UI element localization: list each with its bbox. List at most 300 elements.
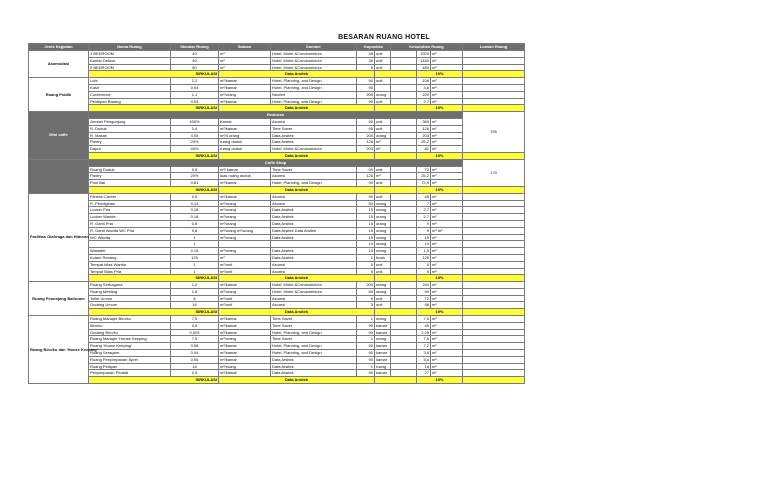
capacity-unit: orang: [375, 200, 391, 207]
capacity-unit: unit: [375, 118, 391, 125]
sirkulasi-percent: 10%: [417, 309, 463, 316]
need-unit: m²: [431, 180, 463, 187]
table-row: [29, 139, 525, 146]
standard-value: 0,14: [171, 200, 219, 207]
need-value: 3,6: [417, 350, 431, 357]
capacity-unit: kamar: [375, 356, 391, 363]
standard-unit: m²/unit: [219, 261, 271, 268]
sirkulasi-label: SIRKULASI: [89, 105, 219, 112]
table-row: [29, 146, 525, 153]
section-group-cell: [29, 159, 89, 193]
need-spacer: [391, 227, 417, 234]
section-group-cell: Ruang Biro/ku dan 'House Keeping': [29, 316, 89, 384]
capacity-unit: ruang: [375, 363, 391, 370]
source: Hotel, Planning, and Design: [271, 180, 357, 187]
need-unit: m²: [431, 91, 463, 98]
standard-value: 1,4: [171, 125, 219, 132]
capacity-value: 1: [357, 316, 375, 323]
standard-unit: m²: [219, 51, 271, 58]
need-unit: m²: [431, 282, 463, 289]
source: Asumsi: [271, 268, 357, 275]
need-value: 480: [417, 64, 431, 71]
table-row: [29, 363, 525, 370]
need-extra: [463, 200, 525, 207]
table-row: [29, 180, 525, 187]
need-unit: m²: [431, 248, 463, 255]
source: Hotel, Motel &Condominium: [271, 146, 357, 153]
sirkulasi-row: [29, 152, 525, 159]
need-value: 16: [417, 363, 431, 370]
need-value: 5: [417, 268, 431, 275]
room-name: Ruang Manajer 'House Keeping': [89, 336, 171, 343]
standard-unit: m²: [219, 254, 271, 261]
need-unit: m²: [431, 234, 463, 241]
standard-unit: m²/kamar: [219, 370, 271, 377]
need-value: 240: [417, 282, 431, 289]
capacity-value: 5: [357, 261, 375, 268]
standard-value: 16: [171, 302, 219, 309]
source: Hotel, Planning, and Design: [271, 78, 357, 85]
standard-unit: m²/orang: [219, 220, 271, 227]
capacity-value: 48: [357, 51, 375, 58]
room-name: Ruang 'House Keeping': [89, 343, 171, 350]
need-extra: [463, 51, 525, 58]
standard-unit: m²/kamar: [219, 98, 271, 105]
capacity-unit: m²: [375, 146, 391, 153]
need-unit: m²: [431, 118, 463, 125]
need-spacer: [391, 146, 417, 153]
sirkulasi-label: SIRKULASI: [89, 186, 219, 193]
room-name: Wastafel: [89, 248, 171, 255]
table-row: [29, 241, 525, 248]
need-extra: [463, 254, 525, 261]
need-unit: m²: [431, 295, 463, 302]
capacity-unit: kamar: [375, 350, 391, 357]
room-name: Fitness Center: [89, 193, 171, 200]
source: Data Arsitek: [271, 356, 357, 363]
sirkulasi-percent: 10%: [417, 152, 463, 159]
source: Hotel, Planning, and Design: [271, 84, 357, 91]
table-row: [29, 268, 525, 275]
need-extra: [463, 343, 525, 350]
capacity-unit: kamar: [375, 370, 391, 377]
need-spacer: [391, 268, 417, 275]
need-unit: m²: [431, 200, 463, 207]
capacity-unit: orang: [375, 207, 391, 214]
capacity-unit: orang: [375, 282, 391, 289]
need-unit: m²: [431, 302, 463, 309]
need-extra: [463, 214, 525, 221]
need-extra: [463, 329, 525, 336]
need-spacer: [391, 125, 417, 132]
capacity-value: 90: [357, 356, 375, 363]
sirkulasi-blank: [375, 105, 417, 112]
section-subheader: Coffe Shop: [89, 159, 463, 166]
source: Hotel, Planning, and Design: [271, 350, 357, 357]
capacity-value: 36: [357, 57, 375, 64]
need-unit: m²: [431, 336, 463, 343]
capacity-value: 90: [357, 350, 375, 357]
capacity-unit: unit: [375, 193, 391, 200]
standard-unit: m²/orang: [219, 288, 271, 295]
capacity-unit: unit: [375, 180, 391, 187]
need-spacer: [391, 350, 417, 357]
room-name: 1 BEDROOM: [89, 51, 171, 58]
room-name: Ruang Duduk: [89, 166, 171, 173]
standard-unit: m²/kamar: [219, 180, 271, 187]
standard-value: 0,8: [171, 166, 219, 173]
source: Data Arsitek: [271, 370, 357, 377]
need-unit: m²: [431, 329, 463, 336]
need-unit: m²: [431, 241, 463, 248]
source: Hotel, Motel &Condominium: [271, 57, 357, 64]
need-unit: m²: [431, 139, 463, 146]
capacity-value: 1: [357, 254, 375, 261]
capacity-value: 90: [357, 180, 375, 187]
sirkulasi-row: [29, 186, 525, 193]
standard-value: 1: [171, 268, 219, 275]
need-spacer: [391, 98, 417, 105]
standard-value: 400%: [171, 118, 219, 125]
need-value: 15: [417, 234, 431, 241]
room-name: Ruang Seragam: [89, 350, 171, 357]
capacity-value: 3: [357, 302, 375, 309]
table-row: [29, 350, 525, 357]
source: Data Arsitek: [271, 248, 357, 255]
room-name: Conference: [89, 91, 171, 98]
capacity-unit: unit: [375, 166, 391, 173]
room-name: Locker Wanita: [89, 214, 171, 221]
section-total: 795: [463, 112, 525, 153]
capacity-unit: unit: [375, 295, 391, 302]
table-row: [29, 302, 525, 309]
room-name: Kolam Renang: [89, 254, 171, 261]
table-row: [29, 220, 525, 227]
header-cell: Sumber: [271, 44, 357, 51]
standard-value: 0,5: [171, 322, 219, 329]
table-row: [29, 316, 525, 323]
capacity-value: 15: [357, 241, 375, 248]
table-row: [29, 261, 525, 268]
capacity-value: 90: [357, 118, 375, 125]
capacity-value: 9: [357, 295, 375, 302]
source: Asumsi: [271, 118, 357, 125]
capacity-value: 15: [357, 234, 375, 241]
need-extra: [463, 193, 525, 200]
need-unit: m²: [431, 343, 463, 350]
need-value: 108: [417, 78, 431, 85]
sirkulasi-row: [29, 275, 525, 282]
room-name: R. Ganti Pria: [89, 220, 171, 227]
need-spacer: [391, 200, 417, 207]
sirkulasi-blank: [375, 275, 417, 282]
standard-unit: m²/kamar: [219, 316, 271, 323]
need-unit: m²: [431, 125, 463, 132]
need-spacer: [391, 139, 417, 146]
standard-unit: luas ruang duduk: [219, 173, 271, 180]
room-name: 2 BEDROOM: [89, 64, 171, 71]
need-value: 15: [417, 241, 431, 248]
standard-unit: Kamar: [219, 118, 271, 125]
need-unit: m²: [431, 84, 463, 91]
table-row: [29, 356, 525, 363]
source: Time Saver: [271, 336, 357, 343]
need-unit: m²: [431, 288, 463, 295]
room-name: Ruang Pelayan: [89, 363, 171, 370]
table-row: [29, 322, 525, 329]
need-unit: m²: [431, 350, 463, 357]
need-spacer: [391, 282, 417, 289]
standard-value: 0,3: [171, 370, 219, 377]
source: Time Saver: [271, 125, 357, 132]
capacity-unit: buah: [375, 254, 391, 261]
standard-value: 1,2: [171, 282, 219, 289]
need-extra: [463, 98, 525, 105]
need-value: 9: [417, 220, 431, 227]
standard-unit: m²/kamar: [219, 329, 271, 336]
standard-unit: m²/kamar: [219, 282, 271, 289]
capacity-value: 200: [357, 132, 375, 139]
need-unit: m²: [431, 356, 463, 363]
need-value: 220: [417, 91, 431, 98]
room-name: Tempat Bilas Pria: [89, 268, 171, 275]
sirkulasi-percent: 10%: [417, 71, 463, 78]
need-value: 2,25: [417, 329, 431, 336]
need-spacer: [391, 254, 417, 261]
sirkulasi-row: [29, 71, 525, 78]
section-group-cell: Ruang Penunjang Ballroom: [29, 282, 89, 316]
standard-value: 1,8: [171, 288, 219, 295]
capacity-value: 90: [357, 84, 375, 91]
need-value: 2,7: [417, 207, 431, 214]
need-spacer: [391, 241, 417, 248]
sirkulasi-row: [29, 105, 525, 112]
standard-value: 0,04: [171, 350, 219, 357]
table-row: [29, 98, 525, 105]
section-group-cell: Mini caffe: [29, 112, 89, 160]
standard-value: 0,18: [171, 207, 219, 214]
capacity-value: 90: [357, 322, 375, 329]
need-extra: [463, 302, 525, 309]
sirkulasi-row: [29, 377, 525, 384]
need-spacer: [391, 193, 417, 200]
capacity-value: 90: [357, 98, 375, 105]
need-value: 203: [417, 132, 431, 139]
standard-value: 7,5: [171, 336, 219, 343]
standard-value: 40%: [171, 146, 219, 153]
need-value: 9: [417, 227, 431, 234]
table-row: [29, 234, 525, 241]
need-value: 7,5: [417, 316, 431, 323]
source: Data Arsitek: [271, 234, 357, 241]
header-cell: Kapasitas: [357, 44, 391, 51]
need-unit: m²: [431, 207, 463, 214]
standard-value: 8: [171, 295, 219, 302]
capacity-value: 5: [357, 268, 375, 275]
sirkulasi-label: SIRKULASI: [89, 377, 219, 384]
standard-unit: m²: [219, 57, 271, 64]
need-spacer: [391, 173, 417, 180]
room-name: Biro/ku: [89, 322, 171, 329]
sirkulasi-blank: [375, 309, 417, 316]
capacity-value: 90: [357, 166, 375, 173]
table-row: [29, 282, 525, 289]
standard-unit: m²/unit: [219, 295, 271, 302]
need-spacer: [391, 234, 417, 241]
sirkulasi-label: SIRKULASI: [89, 152, 219, 159]
table-row: [29, 288, 525, 295]
source: Hotel, Motel &Condominium: [271, 51, 357, 58]
capacity-unit: unit: [375, 302, 391, 309]
capacity-value: 6: [357, 64, 375, 71]
sirkulasi-percent: 10%: [417, 105, 463, 112]
standard-value: 1: [171, 234, 219, 241]
table-row: [29, 214, 525, 221]
standard-value: 0,6: [171, 227, 219, 234]
source: Asumsi: [271, 302, 357, 309]
table-row: [29, 207, 525, 214]
standard-unit: m²/kamar: [219, 84, 271, 91]
standard-unit: m²/unit: [219, 302, 271, 309]
need-unit: m²: [431, 64, 463, 71]
capacity-value: 90: [357, 343, 375, 350]
need-extra: [463, 261, 525, 268]
need-extra: [463, 248, 525, 255]
need-unit: m²: [431, 214, 463, 221]
standard-unit: m²/kamar: [219, 343, 271, 350]
need-unit: m²: [431, 316, 463, 323]
sirkulasi-label: SIRKULASI: [89, 275, 219, 282]
source: Asumsi: [271, 193, 357, 200]
room-name: R. Makan: [89, 132, 171, 139]
need-value: 25,2: [417, 173, 431, 180]
room-name: R. Ganti Wanita WC Pria: [89, 227, 171, 234]
room-name: Dapur: [89, 146, 171, 153]
source: Asumsi: [271, 200, 357, 207]
need-unit: m²: [431, 268, 463, 275]
need-value: 72: [417, 295, 431, 302]
capacity-value: 90: [357, 78, 375, 85]
need-extra: [463, 57, 525, 64]
room-name: Penyimpanan Peralat: [89, 370, 171, 377]
need-value: 126: [417, 125, 431, 132]
need-value: 72,9: [417, 180, 431, 187]
need-value: 125: [417, 254, 431, 261]
capacity-unit: unit: [375, 268, 391, 275]
sirkulasi-blank: [375, 186, 417, 193]
need-spacer: [391, 370, 417, 377]
standard-unit: ruang duduk: [219, 139, 271, 146]
need-value: 7,5: [417, 336, 431, 343]
source: Data Arsitek: [271, 207, 357, 214]
standard-unit: m²/ kamar: [219, 166, 271, 173]
capacity-value: 50: [357, 200, 375, 207]
source: Neufert: [271, 91, 357, 98]
source: Asumsi: [271, 261, 357, 268]
room-name: Locker Pria: [89, 207, 171, 214]
capacity-unit: orang: [375, 241, 391, 248]
need-unit: m²: [431, 254, 463, 261]
table-row: [29, 227, 525, 234]
need-unit: m²: [431, 370, 463, 377]
sirkulasi-source: Data Arsitek: [219, 309, 375, 316]
sirkulasi-label: SIRKULASI: [89, 309, 219, 316]
table-row: [29, 118, 525, 125]
need-unit: m²: [431, 166, 463, 173]
need-extra: [463, 322, 525, 329]
need-spacer: [391, 302, 417, 309]
need-extra: [463, 268, 525, 275]
need-spacer: [391, 329, 417, 336]
capacity-value: 126: [357, 173, 375, 180]
table-row: [29, 329, 525, 336]
standard-value: 0,06: [171, 356, 219, 363]
capacity-unit: unit: [375, 57, 391, 64]
standard-value: 1: [171, 241, 219, 248]
need-extra: [463, 350, 525, 357]
capacity-value: 15: [357, 214, 375, 221]
table-row: [29, 51, 525, 58]
need-value: 5: [417, 261, 431, 268]
table-row: [29, 295, 525, 302]
capacity-unit: unit: [375, 261, 391, 268]
source: Hotel, Motel &Condominium: [271, 64, 357, 71]
need-value: 25,2: [417, 139, 431, 146]
table-row: [29, 193, 525, 200]
capacity-unit: unit: [375, 78, 391, 85]
source: [271, 241, 357, 248]
sirkulasi-percent: 10%: [417, 275, 463, 282]
standard-value: 125: [171, 254, 219, 261]
standard-unit: m²/ruang: [219, 363, 271, 370]
capacity-unit: orang: [375, 234, 391, 241]
table-row: [29, 64, 525, 71]
sirkulasi-source: Data Arsitek: [219, 105, 375, 112]
need-spacer: [391, 180, 417, 187]
capacity-unit: kamar: [375, 343, 391, 350]
need-value: 48: [417, 302, 431, 309]
header-cell: Jenis Kegiatan: [29, 44, 89, 51]
capacity-unit: orang: [375, 132, 391, 139]
standard-value: 20%: [171, 139, 219, 146]
table-row: [29, 84, 525, 91]
need-value: 72: [417, 166, 431, 173]
need-extra: [463, 84, 525, 91]
need-spacer: [391, 261, 417, 268]
sirkulasi-blank: [463, 152, 525, 159]
need-spacer: [391, 214, 417, 221]
capacity-unit: unit: [375, 125, 391, 132]
capacity-unit: unit: [375, 98, 391, 105]
standard-value: 0,18: [171, 214, 219, 221]
room-name: Lobi: [89, 78, 171, 85]
need-unit: m²: [431, 51, 463, 58]
table-row: [29, 200, 525, 207]
need-spacer: [391, 64, 417, 71]
standard-value: 0,81: [171, 180, 219, 187]
source: Data Arsitek: [271, 363, 357, 370]
standard-unit: m²/kamar: [219, 193, 271, 200]
section-subheader: Restoran: [89, 112, 463, 119]
need-unit: m²: [431, 363, 463, 370]
source: Data Arsitek: [271, 214, 357, 221]
capacity-unit: orang: [375, 227, 391, 234]
capacity-value: 203: [357, 146, 375, 153]
table-row: [29, 370, 525, 377]
standard-value: 16: [171, 363, 219, 370]
header-row: [29, 44, 525, 51]
capacity-unit: [375, 84, 391, 91]
